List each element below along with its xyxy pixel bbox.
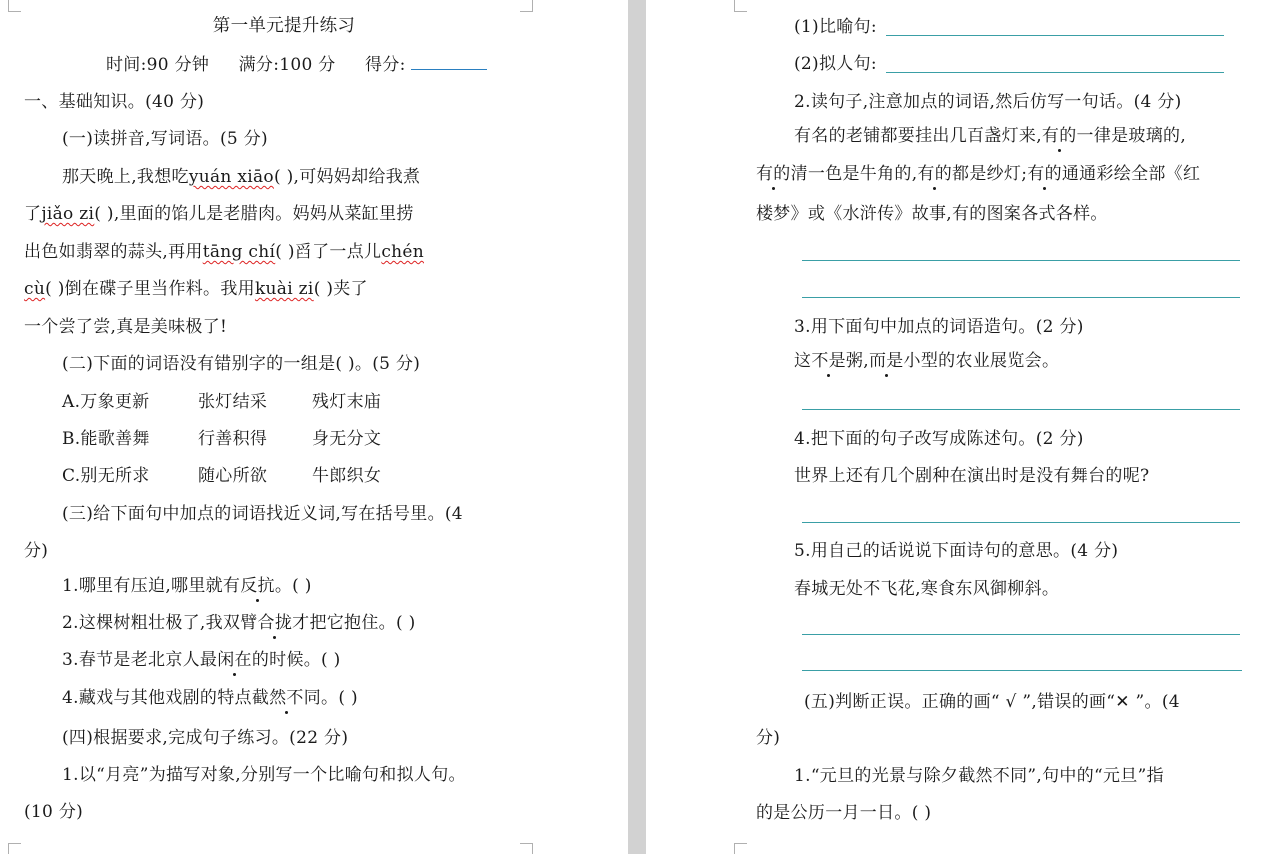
- option-word: 随心所欲: [198, 466, 268, 486]
- text-segment: 。( ): [321, 688, 358, 708]
- option-label: C.别无所求: [62, 466, 150, 486]
- pinyin-line-1: [62, 166, 420, 188]
- dotted-word: 闲在: [217, 650, 252, 670]
- sentence-question-1-cont: (10 分): [24, 802, 84, 822]
- pinyin-word: yuán xiāo: [188, 167, 274, 187]
- exam-score-label: 得分:: [365, 55, 406, 75]
- personification-answer-line[interactable]: [886, 72, 1224, 73]
- declarative-answer-line[interactable]: [802, 522, 1240, 523]
- question-5-heading: 5.用自己的话说说下面诗句的意思。(4 分): [794, 541, 1119, 561]
- synonym-question-2: [62, 612, 416, 634]
- pinyin-word: cù: [24, 279, 46, 299]
- option-label: A.万象更新: [62, 392, 150, 412]
- pinyin-line-4: [24, 278, 368, 300]
- document-page-right: [646, 0, 1286, 854]
- question-3-sentence: [794, 350, 1059, 372]
- dotted-word: 有的: [1041, 126, 1077, 146]
- option-row-b: [62, 428, 381, 450]
- option-row-a: [62, 391, 381, 413]
- question-2-line-2: [756, 163, 1200, 185]
- judge-question-1: 1.“元旦的光景与除夕截然不同”,句中的“元旦”指: [794, 766, 1164, 786]
- text-segment: ( ),里面的馅儿是老腊肉。妈妈从菜缸里捞: [94, 204, 414, 224]
- page-corner-mark: [8, 843, 21, 854]
- text-segment: 才把它抱住。( ): [292, 613, 416, 633]
- pinyin-line-3: [24, 241, 424, 263]
- page-corner-mark: [734, 843, 747, 854]
- text-segment: 这: [794, 351, 812, 371]
- text-segment: 小型的农业展览会。: [903, 351, 1060, 371]
- document-title: 第一单元提升练习: [212, 16, 356, 36]
- text-segment: 。( ): [274, 576, 312, 596]
- text-segment: 4.藏戏与其他戏剧的特点: [62, 688, 252, 708]
- question-3-heading: 3.用下面句中加点的词语造句。(2 分): [794, 317, 1084, 337]
- poem-answer-line-2[interactable]: [802, 670, 1242, 671]
- simile-answer-line[interactable]: [886, 35, 1224, 36]
- dotted-word: 反抗: [240, 576, 275, 596]
- judge-question-1-cont: 的是公历一月一日。( ): [756, 803, 932, 823]
- pinyin-line-5: 一个尝了尝,真是美味极了!: [24, 317, 228, 337]
- personification-label: (2)拟人句:: [794, 54, 877, 74]
- text-segment: ( )夹了: [313, 279, 368, 299]
- pinyin-line-2: [24, 203, 414, 225]
- text-segment: 3.春节是老北京人最: [62, 650, 218, 670]
- page-corner-mark: [734, 0, 747, 12]
- exam-time: 时间:90 分钟: [106, 55, 210, 75]
- part5-heading-cont: 分): [756, 728, 781, 748]
- dotted-word: 而是: [868, 351, 904, 371]
- text-segment: ( )倒在碟子里当作料。我用: [45, 279, 255, 299]
- question-2-heading: 2.读句子,注意加点的词语,然后仿写一句话。(4 分): [794, 92, 1182, 112]
- dotted-word: 有的: [1027, 164, 1062, 184]
- section-heading: 一、基础知识。(40 分): [24, 92, 205, 112]
- exam-full-score: 满分:100 分: [238, 55, 336, 75]
- option-word: 牛郎织女: [312, 466, 382, 486]
- text-segment: ( ),可妈妈却给我煮: [273, 167, 421, 187]
- page-corner-mark: [520, 0, 533, 12]
- part3-heading: (三)给下面句中加点的词语找近义词,写在括号里。(4: [62, 504, 463, 524]
- text-segment: 了: [24, 204, 42, 224]
- option-word: 残灯末庙: [312, 392, 382, 412]
- text-segment: 通通彩绘全部《红: [1061, 164, 1201, 184]
- question-5-poem: 春城无处不飞花,寒食东风御柳斜。: [794, 579, 1060, 599]
- synonym-question-3: [62, 649, 341, 671]
- score-blank[interactable]: [411, 54, 487, 70]
- option-word: 行善积得: [198, 429, 268, 449]
- text-segment: ( )舀了一点儿: [275, 242, 382, 262]
- part3-heading-cont: 分): [24, 541, 49, 561]
- dotted-word: 不是: [811, 351, 846, 371]
- synonym-question-1: [62, 575, 312, 597]
- pinyin-word: chén: [381, 242, 424, 262]
- text-segment: 清一色是牛角的,: [790, 164, 918, 184]
- text-segment: 都是纱灯;: [952, 164, 1028, 184]
- text-segment: 有名的老铺都要挂出几百盏灯来,: [794, 126, 1042, 146]
- exam-meta: [106, 54, 487, 76]
- dotted-word: 有的: [756, 164, 791, 184]
- part1-heading: (一)读拼音,写词语。(5 分): [62, 129, 268, 149]
- text-segment: 那天晚上,我想吃: [62, 167, 189, 187]
- part5-heading: (五)判断正误。正确的画“ √ ”,错误的画“✕ ”。(4: [804, 692, 1180, 712]
- poem-answer-line-1[interactable]: [802, 634, 1240, 635]
- dotted-word: 截然不同: [251, 688, 322, 708]
- pinyin-word: jiǎo zi: [41, 204, 95, 224]
- page-gutter: [628, 0, 646, 854]
- text-segment: 出色如翡翠的蒜头,再用: [24, 242, 203, 262]
- text-segment: 的时候。( ): [251, 650, 341, 670]
- part2-heading: (二)下面的词语没有错别字的一组是( )。(5 分): [62, 354, 421, 374]
- option-word: 身无分文: [312, 429, 382, 449]
- pinyin-word: tāng chí: [202, 242, 276, 262]
- text-segment: 粥,: [845, 351, 869, 371]
- dotted-word: 合拢: [257, 613, 293, 633]
- option-row-c: [62, 465, 381, 487]
- question-4-heading: 4.把下面的句子改写成陈述句。(2 分): [794, 429, 1084, 449]
- text-segment: 1.哪里有压迫,哪里就有: [62, 576, 241, 596]
- question-2-line-1: [794, 125, 1186, 147]
- imitation-answer-line-2[interactable]: [802, 297, 1240, 298]
- sentence-question-1: 1.以“月亮”为描写对象,分别写一个比喻句和拟人句。: [62, 765, 466, 785]
- imitation-answer-line-1[interactable]: [802, 260, 1240, 261]
- question-2-line-3: 楼梦》或《水浒传》故事,有的图案各式各样。: [756, 204, 1108, 224]
- text-segment: 2.这棵树粗壮极了,我双臂: [62, 613, 258, 633]
- pinyin-word: kuài zi: [254, 279, 314, 299]
- synonym-question-4: [62, 687, 358, 709]
- dotted-word: 有的: [917, 164, 953, 184]
- page-corner-mark: [520, 843, 533, 854]
- part4-heading: (四)根据要求,完成句子练习。(22 分): [62, 728, 349, 748]
- question-4-sentence: 世界上还有几个剧种在演出时是没有舞台的呢?: [794, 466, 1150, 486]
- option-word: 张灯结采: [198, 392, 268, 412]
- page-corner-mark: [8, 0, 21, 12]
- document-page-left: [0, 0, 628, 854]
- simile-label: (1)比喻句:: [794, 17, 877, 37]
- option-label: B.能歌善舞: [62, 429, 150, 449]
- text-segment: 一律是玻璃的,: [1076, 126, 1187, 146]
- sentence-making-answer-line[interactable]: [802, 409, 1240, 410]
